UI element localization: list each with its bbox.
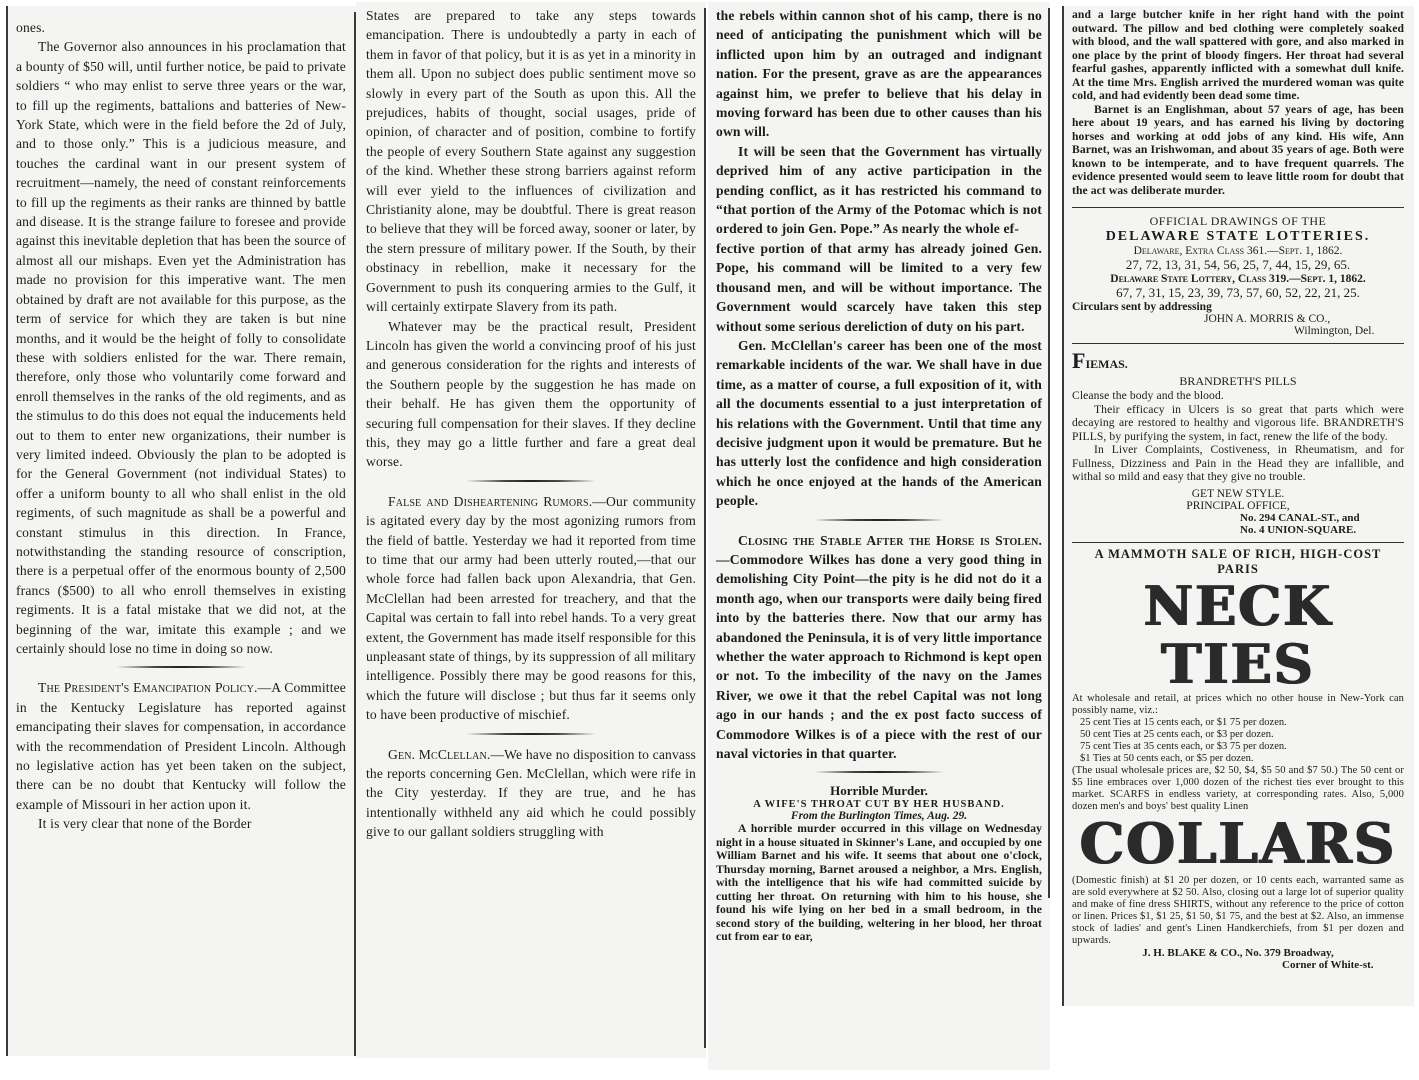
separator-rule [814,771,944,773]
ad-address: No. 4 UNION-SQUARE. [1240,523,1357,536]
paragraph-border-states: States are prepared to take any steps towards emancipation. There is undoubtedly a party in each of them in favor of that policy, but it is as yet in a minority in them all. Upon no subject does public sentiment move so slowly in every part of the South as upon this. All the prejudices, habits of thought, social usages, pride of opinion, of character and of position, combine to fortify the people of every Southern State against any suggestion of the kind. Whether these strong barriers against reform will ever yield to the influences of civilization and Christianity alone, may be doubtful. There is great reason to believe that they will be forced away, sooner or later, by the stern pressure of military power. If the South, by their obstinacy in rebellion, make it necessary for the Government to push its conquering armies to the Gulf, it will certainly extirpate Slavery from its path. [366,8,696,315]
column-2 [356,2,706,1058]
price-item: 50 cent Ties at 25 cents each, or $3 per dozen. [1080,728,1274,740]
column-1 [6,6,356,1056]
ad-big-title: NECK TIES [1143,573,1333,696]
lottery-company: JOHN A. MORRIS & CO., [1204,313,1331,325]
paragraph-mcclellan-career: Gen. McClellan's career has been one of the most remarkable incidents of the war. We shall have in due time, as a matter of course, a full exposition of it, with all the documents essential to a just interpretation of his relations with the Government. Until that time any decisive judgment upon it would be premature. But he has utterly lost the confidence and high consideration which he once enjoyed at the hands of the American people. [716,337,1042,509]
ad-neck-ties [1072,542,1404,971]
separator-rule [116,666,246,668]
lottery-numbers-2: 67, 7, 31, 15, 23, 39, 73, 57, 60, 52, 22, 21, 25. [1116,285,1360,300]
paragraph: ones. [16,20,46,35]
ad-paragraph: (The usual wholesale prices are, $2 50, $4, $5 50 and $7 50.) The 50 cent or $5 line embraces over 1,000 dozen of the richest ties ever brought to this market. SCARFS in endless variety, at corresponding rates. Also, 5,000 dozen men's and boys' best quality Linen [1072,764,1404,812]
ad-brandreths-pills [1072,343,1404,536]
lottery-numbers-1: 27, 72, 13, 31, 54, 56, 25, 7, 44, 15, 29, 65. [1125,257,1351,272]
article-source: From the Burlington Times, Aug. 29. [790,810,968,823]
column-rule [1062,6,1064,1006]
paragraph-effective-portion: fective portion of that army has already joined Gen. Pope, his command will be limited to a very few thousand men, and will be without importance. The Government would scarcely have taken this step without some serious dereliction of duty on his part. [716,240,1042,334]
paragraph-continued: It is very clear that none of the Border [38,816,252,832]
article-body: A horrible murder occurred in this village on Wednesday night in a house situated in Skinner's Lane, and occupied by one William Barnet and his wife. It seems that about one o'clock, Thursday morning, Barnet aroused a neighbor, a Mrs. English, with the intelligence that his wife had committed suicide by cutting her throat. On returning with him to his house, she found his wife lying on her bed in a small bedroom, in the second story of the building, weltering in her blood, her throat cut from ear to ear, [716,822,1042,944]
ad-header-text: IEMAS. [1085,357,1128,371]
price-item: $1 Ties at 50 cents each, or $5 per dozen. [1080,752,1254,764]
column-3 [708,2,1050,1070]
ad-paragraph: Their efficacy in Ulcers is so great that parts which were decaying are restored to healthy and vigorous life. BRANDRETH'S PILLS, by purifying the system, in fact, renew the life of the body. [1072,402,1404,443]
article-heading: False and Disheartening Rumors. [388,493,593,509]
ad-intro: At wholesale and retail, at prices which no other house in New-York can possibly name, viz.: [1072,692,1404,716]
separator-rule [466,480,596,482]
article-body: —Commodore Wilkes has done a very good thing in demolishing City Point—the pity is he did not do it a month ago, when our transports were daily being fired into by the batteries there. Now that our army has abandoned the Peninsula, it is of very little importance whether the water approach to Richmond is kept open or not. To the imbecility of the navy on the James River, we owe it that the rebel Capital was not long ago in our hands ; and the ex post facto success of Commodore Wilkes is of a piece with the rest of our naval victories in that quarter. [716,551,1042,762]
article-body: —Our community is agitated every day by the most agonizing rumors from the field of battle. Yesterday we had it reported from time to time that our army had been utterly routed,—that our whole force had fallen back upon Alexandria, that Gen. McClellan had been arrested for treachery, and that the Capital was certain to fall into rebel hands. To a very great extent, the Government has made itself responsible for this unpleasant state of things, by its suppression of all military intelligence. Possibly there may be good reasons for this, which the future will disclose ; but thus far it seems only to have been productive of mischief. [366,493,696,723]
article-heading: Gen. McClellan. [388,746,491,762]
paragraph-murder-continued: and a large butcher knife in her right hand with the point outward. The pillow and bed clothing were completely soaked with blood, and the wall spattered with gore, and also marked in one place by the print of bloody fingers. Her throat had several fearful gashes, apparently inflicted with a somewhat dull knife. At the time Mrs. English arrived the murdered woman was quite cold, and had evidently been dead some time. [1072,8,1404,102]
ad-line: PRINCIPAL OFFICE, [1186,499,1290,512]
lottery-location: Wilmington, Del. [1294,325,1375,337]
paragraph-rebels-camp: the rebels within cannon shot of his camp, there is no need of anticipating the punishment which will be inflicted upon him by an outraged and indignant nation. For the present, grave as are the appearances against him, we prefer to believe that his delay in moving forward has been due to other causes than his own will. [716,8,1042,140]
ad-big-title: COLLARS [1079,810,1397,877]
article-false-rumors [366,492,696,725]
lottery-circulars: Circulars sent by addressing [1072,301,1212,313]
column-rule [6,6,8,1056]
article-body: —We have no disposition to canvass the reports concerning Gen. McClellan, which were rife in the City yesterday. If they are true, and he has intentionally withheld any aid which he could possibly give to our gallant soldiers struggling with [366,746,696,840]
article-body: —A Committee in the Kentucky Legislature has reported against emancipating their slaves for compensation, in accordance with the recommendation of President Lincoln. Although no legislative action has yet been taken on the subject, there can be no doubt that Kentucky will follow the example of Missouri in her action upon it. [16,680,346,812]
article-horrible-murder [716,783,1042,944]
ad-paragraph: In Liver Complaints, Costiveness, in Rheumatism, and for Fullness, Dizziness and Pain in the Head they are infallible, and withal so mild and easy that they give no trouble. [1072,443,1404,483]
paragraph-lincoln-proof: Whatever may be the practical result, President Lincoln has given the world a convincing proof of his just and generous consideration for the rights and interests of the Southern people by the suggestion he has made on their behalf. He has given them the opportunity of securing full compensation for their slaves. If they decline this, they may go a little further and fare a great deal worse. [366,318,696,470]
price-list [1072,717,1404,765]
drop-cap: F [1072,348,1086,373]
article-heading: Closing the Stable After the Horse is Stolen. [738,532,1042,548]
article-gen-mcclellan [366,745,696,842]
ad-line: GET NEW STYLE. [1191,487,1285,500]
separator-rule [466,733,596,735]
ad-title: BRANDRETH'S PILLS [1179,374,1297,388]
article-closing-stable [716,531,1042,764]
paragraph-barnet: Barnet is an Englishman, about 57 years of age, has been here about 19 years, and has earned his living by doctoring horses and working at odd jobs of any kind. His wife, Ann Barnet, was an Irishwoman, and about 35 years of age. Both were known to be intemperate, and to have frequent quarrels. The evidence presented would seem to leave little room for doubt that the act was deliberate murder. [1072,102,1404,197]
column-rule [704,8,706,1048]
ad-line: Cleanse the body and the blood. [1072,389,1224,402]
article-emancipation-policy [16,678,346,814]
separator-rule [814,519,944,521]
paragraph-government-deprived: It will be seen that the Government has virtually deprived him of any active participation in the pending conflict, as it has restricted his command to “that portion of the Army of the Potomac which is not ordered to join Gen. Pope.” As nearly the whole ef- [716,143,1042,237]
ad-paragraph: (Domestic finish) at $1 20 per dozen, or 10 cents each, warranted same as are sold everywhere at $2 50. Also, closing out a large lot of superior quality and make of fine dress SHIRTS, without any reference to the price of cotton or linen. Prices $1, $1 25, $1 50, $1 75, and the best at $2. Also, an immense stock of ladies' and gent's Linen Handkerchiefs, from $1 per dozen and upwards. [1072,874,1404,946]
ad-line: OFFICIAL DRAWINGS OF THE [1149,214,1327,228]
column-rule [1048,8,1050,898]
price-item: 75 cent Ties at 35 cents each, or $3 75 per dozen. [1080,740,1287,752]
ad-title: DELAWARE STATE LOTTERIES. [1105,229,1371,244]
ad-delaware-lotteries [1072,207,1404,337]
article-subtitle: A WIFE'S THROAT CUT BY HER HUSBAND. [753,799,1005,811]
lottery-class-1: Delaware, Extra Class 361.—Sept. 1, 1862. [1133,245,1343,257]
article-heading: The President's Emancipation Policy. [38,680,258,696]
ad-address: No. 294 CANAL-ST., and [1240,511,1360,524]
paragraph-governor-bounty: The Governor also announces in his proclamation that a bounty of $50 will, until further notice, be paid to private soldiers “ who may enlist to serve three years or the war, to fill up the regiments, battalions and batteries of New-York State, which were in the field before the 2d of July, and to those only.” This is a judicious measure, and touches the cardinal want in our present system of recruitment—namely, the need of constant reinforcements to fill up the regiments as their ranks are thinned by battle and disease. It is the strange failure to foresee and provide against this inevitable depletion that has been the source of almost all our mishaps. Even yet the Administration has made no provision for this imperative want. The men obtained by draft are not available for this purpose, as the term of service for which they are taken is but nine months, and it would be the height of folly to consolidate these with soldiers enlisted for the war. There remain, therefore, only those who voluntarily come forward and enroll themselves in the ranks of the old regiments, and as the stimulus to do this does not equal the inducements held out to them to enter new organizations, their number is very limited indeed. Obviously the plan to be adopted is for the General Government (not individual States) to offer a uniform bounty to all who shall enlist in the old regiments, of such magnitude as shall be a powerful and constant stimulus in this direction. In France, notwithstanding the standing resource of conscription, there is a perpetual offer of the enormous bounty of 2,500 francs ($500) to all who enroll themselves in existing regiments. It is a fatal mistake that we did not, at the beginning of the war, imitate this example ; and we certainly should lose no time in doing so now. [16,39,346,656]
ad-company: J. H. BLAKE & CO., No. 379 Broadway, [1142,946,1334,959]
lottery-class-2: Delaware State Lottery, Class 319.—Sept. 1, 1862. [1110,273,1366,285]
article-title: Horrible Murder. [830,783,928,799]
price-item: 25 cent Ties at 15 cents each, or $1 75 per dozen. [1080,716,1287,728]
ad-header: A MAMMOTH SALE OF RICH, HIGH-COST PARIS [1094,546,1382,576]
ad-header [1072,348,1404,374]
column-4 [1062,6,1414,1006]
ad-address: Corner of White-st. [1282,958,1374,971]
